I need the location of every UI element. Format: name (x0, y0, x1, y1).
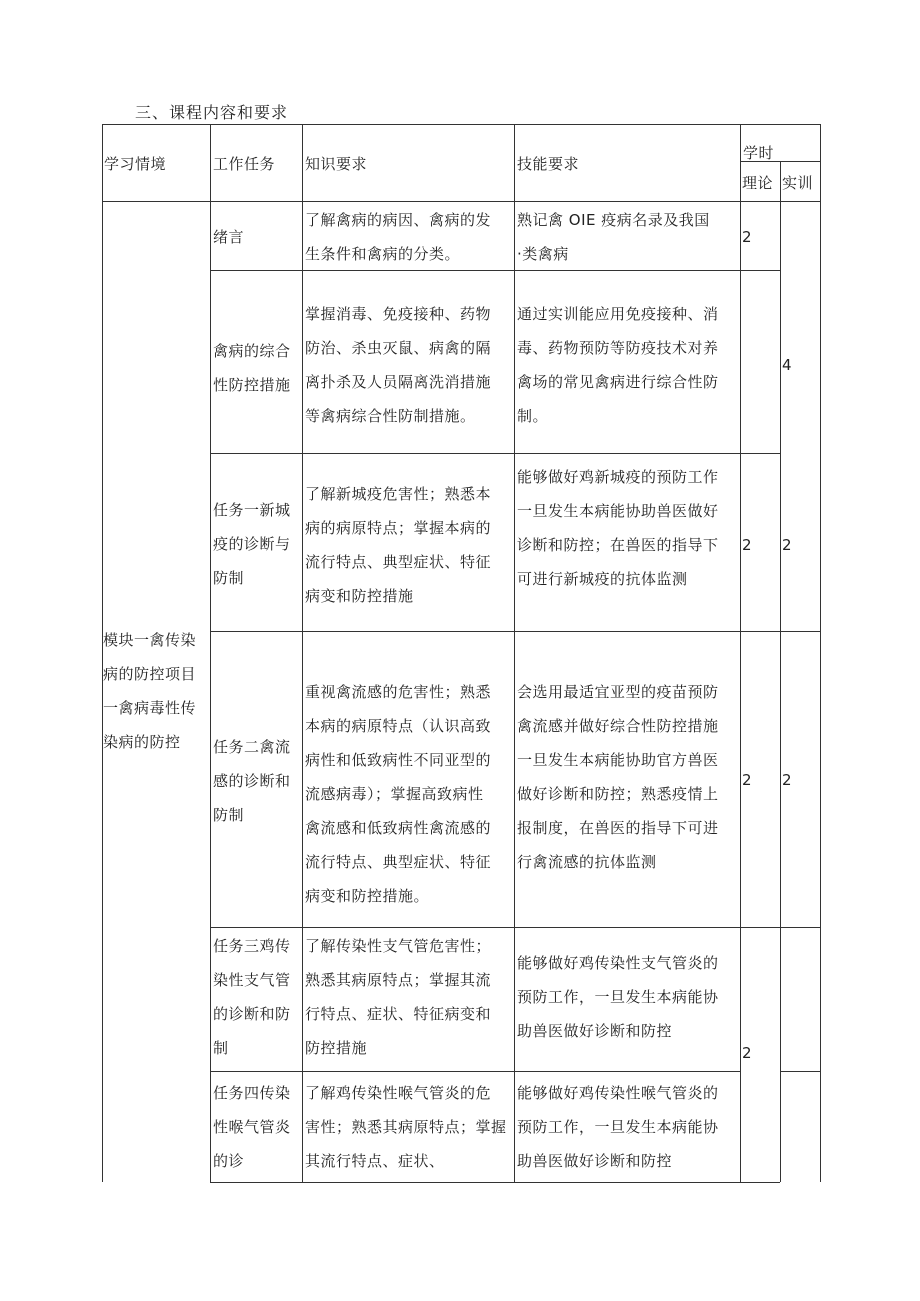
knowledge-cell: 了解传染性支气管危害性； 熟悉其病原特点；掌握其流 行特点、症状、特征病变和 防控措施 (305, 937, 492, 1057)
skill-cell: 能够做好鸡传染性支气管炎的 预防工作，一旦发生本病能协 助兽医做好诊断和防控 (517, 954, 719, 1040)
header-context: 学习情境 (104, 155, 167, 173)
table-rule (780, 1071, 820, 1072)
header-skill: 技能要求 (517, 155, 580, 173)
table-rule (302, 124, 303, 1182)
module-cell: 模块一禽传染 病的防控项目 一禽病毒性传 染病的防控 (103, 631, 197, 751)
task-cell: 任务四传染 性喉气管炎 的诊 (213, 1084, 291, 1170)
theory-hours: 2 (742, 771, 753, 789)
theory-hours: 2 (742, 536, 753, 554)
table-rule (740, 124, 741, 1182)
table-rule (210, 1071, 740, 1072)
header-theory: 理论 (742, 174, 774, 192)
skill-cell: 能够做好鸡传染性喉气管炎的 预防工作，一旦发生本病能协 助兽医做好诊断和防控 (517, 1084, 719, 1170)
knowledge-cell: 了解新城疫危害性；熟悉本 病的病原特点；掌握本病的 流行特点、典型症状、特征 病变和防控措施 (305, 485, 492, 605)
header-knowledge: 知识要求 (305, 155, 368, 173)
knowledge-cell: 重视禽流感的危害性；熟悉 本病的病原特点（认识高致 病性和低致病性不同亚型的 流感病毒）；掌握高致病性 禽流感和低致病性禽流感的 流行特点、典型症状、特征 病变和防控措施。 (305, 683, 492, 905)
practice-hours: 2 (782, 536, 793, 554)
table-rule (210, 453, 780, 454)
table-rule (820, 124, 821, 1182)
skill-cell: 熟记禽 OIE 疫病名录及我国 ·类禽病 (517, 211, 710, 263)
skill-cell: 通过实训能应用免疫接种、消 毒、药物预防等防疫技术对养 禽场的常见禽病进行综合性防 制。 (517, 305, 719, 425)
theory-hours: 2 (742, 1044, 753, 1062)
knowledge-cell: 了解鸡传染性喉气管炎的危 害性；熟悉其病原特点；掌握 其流行特点、症状、 (305, 1084, 507, 1170)
theory-hours: 2 (742, 228, 753, 246)
task-cell: 禽病的综合 性防控措施 (213, 342, 291, 394)
table-rule (780, 161, 781, 1182)
table-rule (210, 1182, 780, 1183)
practice-hours: 2 (782, 771, 793, 789)
knowledge-cell: 了解禽病的病因、禽病的发 生条件和禽病的分类。 (305, 211, 492, 263)
header-hours: 学时 (743, 144, 775, 162)
header-practice: 实训 (782, 174, 814, 192)
task-cell: 任务一新城 疫的诊断与 防制 (213, 501, 291, 587)
header-task: 工作任务 (213, 155, 276, 173)
table-rule (210, 124, 211, 1182)
task-cell: 任务二禽流 感的诊断和 防制 (213, 738, 291, 824)
section-title: 三、课程内容和要求 (135, 103, 289, 122)
task-cell: 绪言 (213, 228, 245, 246)
practice-hours: 4 (782, 356, 793, 374)
skill-cell: 会选用最适宜亚型的疫苗预防 禽流感并做好综合性防控措施 一旦发生本病能协助官方兽医 做好诊断和防控；熟悉疫情上 报制度，在兽医的指导下可进 行禽流感的抗体监测 (517, 683, 719, 871)
task-cell: 任务三鸡传 染性支气管 的诊断和防 制 (213, 937, 291, 1057)
skill-cell: 能够做好鸡新城疫的预防工作 一旦发生本病能协助兽医做好 诊断和防控；在兽医的指导下 可进行新城疫的抗体监测 (517, 468, 719, 588)
knowledge-cell: 掌握消毒、免疫接种、药物 防治、杀虫灭鼠、病禽的隔 离扑杀及人员隔离洗消措施 等禽病综合性防制措施。 (305, 305, 492, 425)
